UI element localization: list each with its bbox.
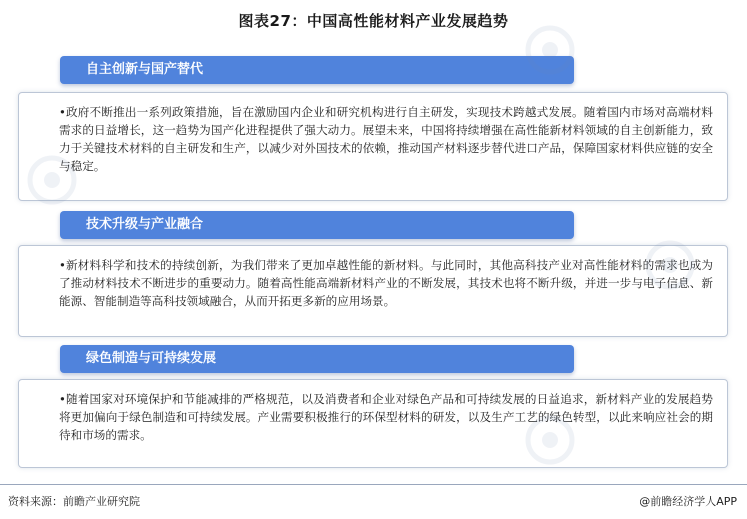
section-paragraph: 新材料科学和技术的持续创新，为我们带来了更加卓越性能的新材料。与此同时，其他高科技产业对高性能材料的需求也成为了推动材料技术不断进步的重要动力。随着高性能高端新材料产业的不断发展，其技术也将不断升级，并进一步与电子信息、新能源、智能制造等高科技领域融合，从而开拓更多新的应用场景。: [59, 258, 713, 308]
bullet-icon: •: [59, 105, 66, 119]
watermark-logo-icon: [520, 20, 580, 80]
watermark-logo-icon: [520, 410, 580, 470]
watermark-logo-icon: [640, 235, 700, 295]
section-paragraph: 政府不断推出一系列政策措施，旨在激励国内企业和研究机构进行自主研发，实现技术跨越式发展。随着国内市场对高端材料需求的日益增长，这一趋势为国产化进程提供了强大动力。展望未来，中国将持续增强在高性能新材料领域的自主创新能力，致力于关键技术材料的自主研发和生产，以减少对外国技术的依赖，推动国产材料逐步替代进口产品，保障国家材料供应链的安全与稳定。: [59, 105, 713, 173]
section-heading: 自主创新与国产替代: [60, 56, 574, 84]
section-heading: 绿色制造与可持续发展: [60, 345, 574, 373]
footer-source: 资料来源：前瞻产业研究院: [8, 495, 140, 508]
section-body: [18, 245, 728, 337]
section-body: [18, 92, 728, 201]
section-heading: 技术升级与产业融合: [60, 211, 574, 239]
section-paragraph: 随着国家对环境保护和节能减排的严格规范，以及消费者和企业对绿色产品和可持续发展的日益追求，新材料产业的发展趋势将更加偏向于绿色制造和可持续发展。产业需要积极推行的环保型材料的研发，以及生产工艺的绿色转型，以此来响应社会的期待和市场的需求。: [59, 392, 713, 442]
section-body: [18, 379, 728, 468]
section-text: [59, 256, 713, 310]
watermark-logo-icon: [22, 150, 82, 210]
section-text: [59, 103, 713, 175]
section-text: [59, 390, 713, 444]
footer-divider: [0, 484, 747, 485]
page-title: 图表27：中国高性能材料产业发展趋势: [238, 12, 509, 30]
footer-brand: @前瞻经济学人APP: [639, 495, 737, 508]
bullet-icon: •: [59, 258, 66, 272]
bullet-icon: •: [59, 392, 66, 406]
